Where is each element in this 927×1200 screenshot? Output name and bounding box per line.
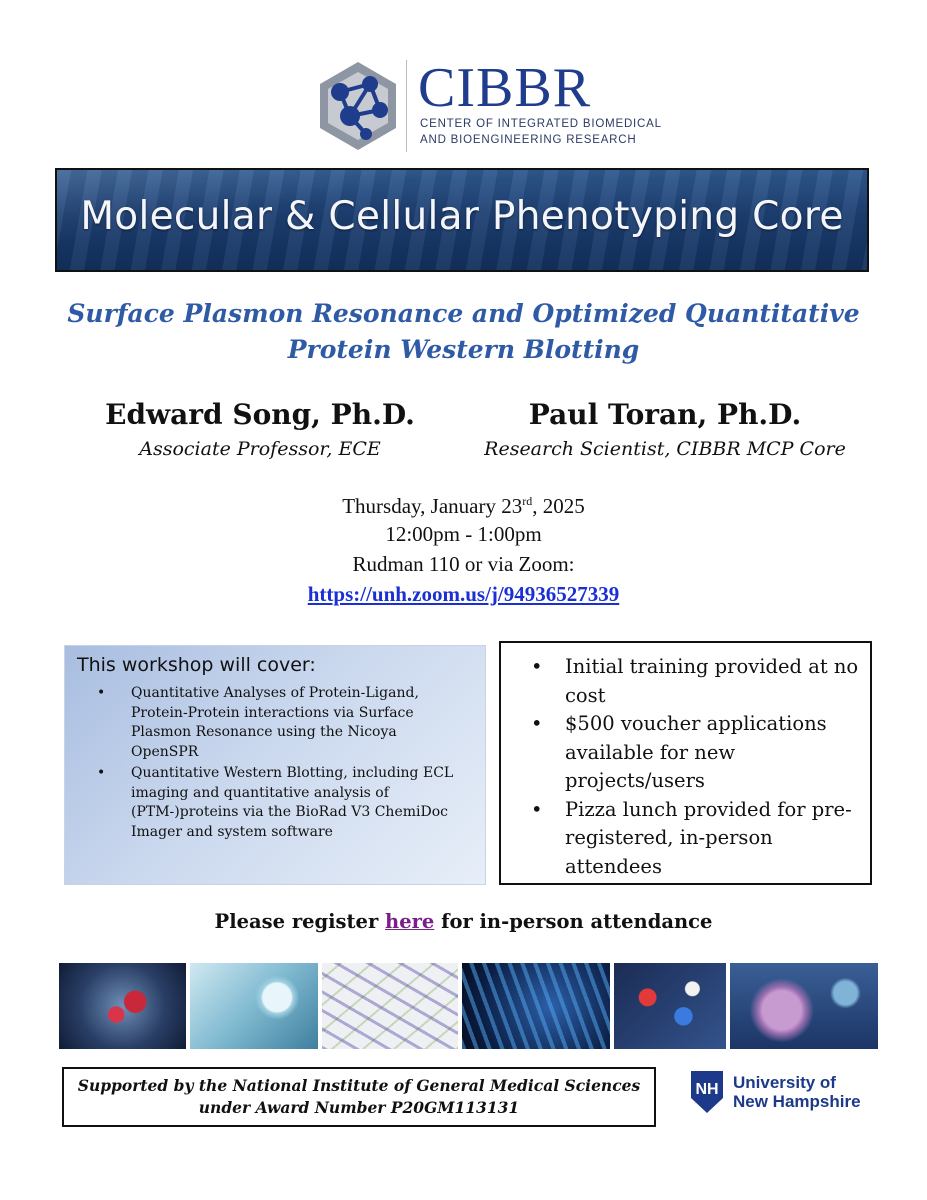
benefits-list [523,653,860,881]
unh-shield-icon [690,1070,724,1114]
subtitle-line1: Surface Plasmon Resonance and Optimized Quantitative [67,299,860,328]
speaker-1-title: Associate Professor, ECE [139,438,381,460]
speaker-2-name: Paul Toran, Ph.D. [528,398,802,431]
list-item: • Pizza lunch provided for pre-registered, in-person attendees [531,797,852,878]
workshop-topics-list [97,684,467,844]
bullet-icon: • [531,797,543,821]
subtitle-line2: Protein Western Blotting [287,335,640,364]
unh-line2: New Hampshire [733,1092,861,1111]
funding-support-box [62,1067,656,1127]
support-line2: under Award Number P20GM113131 [198,1098,520,1117]
lab-magnifier-image [190,963,318,1049]
register-link[interactable]: here [385,910,435,933]
logo-subtitle-line2: AND BIOENGINEERING RESEARCH [420,134,637,146]
event-subtitle [30,296,897,368]
protein-structure-image [322,963,458,1049]
event-location: Rudman 110 or via Zoom: [352,552,575,576]
virus-particles-image [730,963,878,1049]
unh-wordmark [733,1073,861,1111]
workshop-heading: This workshop will cover: [77,654,316,676]
banner-title: Molecular & Cellular Phenotyping Core [80,194,844,239]
benefits-box [499,641,872,885]
title-banner [55,168,869,272]
zoom-link[interactable]: https://unh.zoom.us/j/94936527339 [307,582,620,606]
svg-text:NH: NH [695,1081,719,1098]
cibbr-logo-icon [310,58,406,154]
date-ordinal: rd [522,494,533,508]
molecule-model-image [614,963,726,1049]
logo-wordmark: CIBBR [418,57,592,119]
bullet-icon: • [531,655,543,678]
logo-subtitle-line1: CENTER OF INTEGRATED BIOMEDICAL [420,118,662,130]
bullet-icon: • [531,712,543,735]
cell-microscopy-image [59,963,186,1049]
list-item: • $500 voucher applications available for new projects/users [531,712,827,792]
event-date: Thursday, January 23rd, 2025 [342,494,585,518]
speaker-1-name: Edward Song, Ph.D. [105,398,415,431]
bullet-icon: • [97,765,106,781]
support-line1: Supported by the National Institute of General Medical Sciences [77,1076,641,1095]
register-line: Please register here for in-person attendance [214,910,713,933]
dna-helix-image [462,963,610,1049]
unh-line1: University of [733,1073,836,1092]
list-item: • Quantitative Analyses of Protein-Ligand, Protein-Protein interactions via Surface Plasmon Resonance using the Nicoya OpenSPR [97,685,419,760]
logo-divider [406,60,407,152]
event-time: 12:00pm - 1:00pm [385,522,542,546]
speaker-2-title: Research Scientist, CIBBR MCP Core [484,438,846,460]
bullet-icon: • [97,685,106,701]
list-item: • Quantitative Western Blotting, including ECL imaging and quantitative analysis of (PTM-)proteins via the BioRad V3 ChemiDoc Imager and system software [97,765,454,840]
list-item: • Initial training provided at no cost [531,655,859,707]
workshop-topics-box [64,645,486,885]
